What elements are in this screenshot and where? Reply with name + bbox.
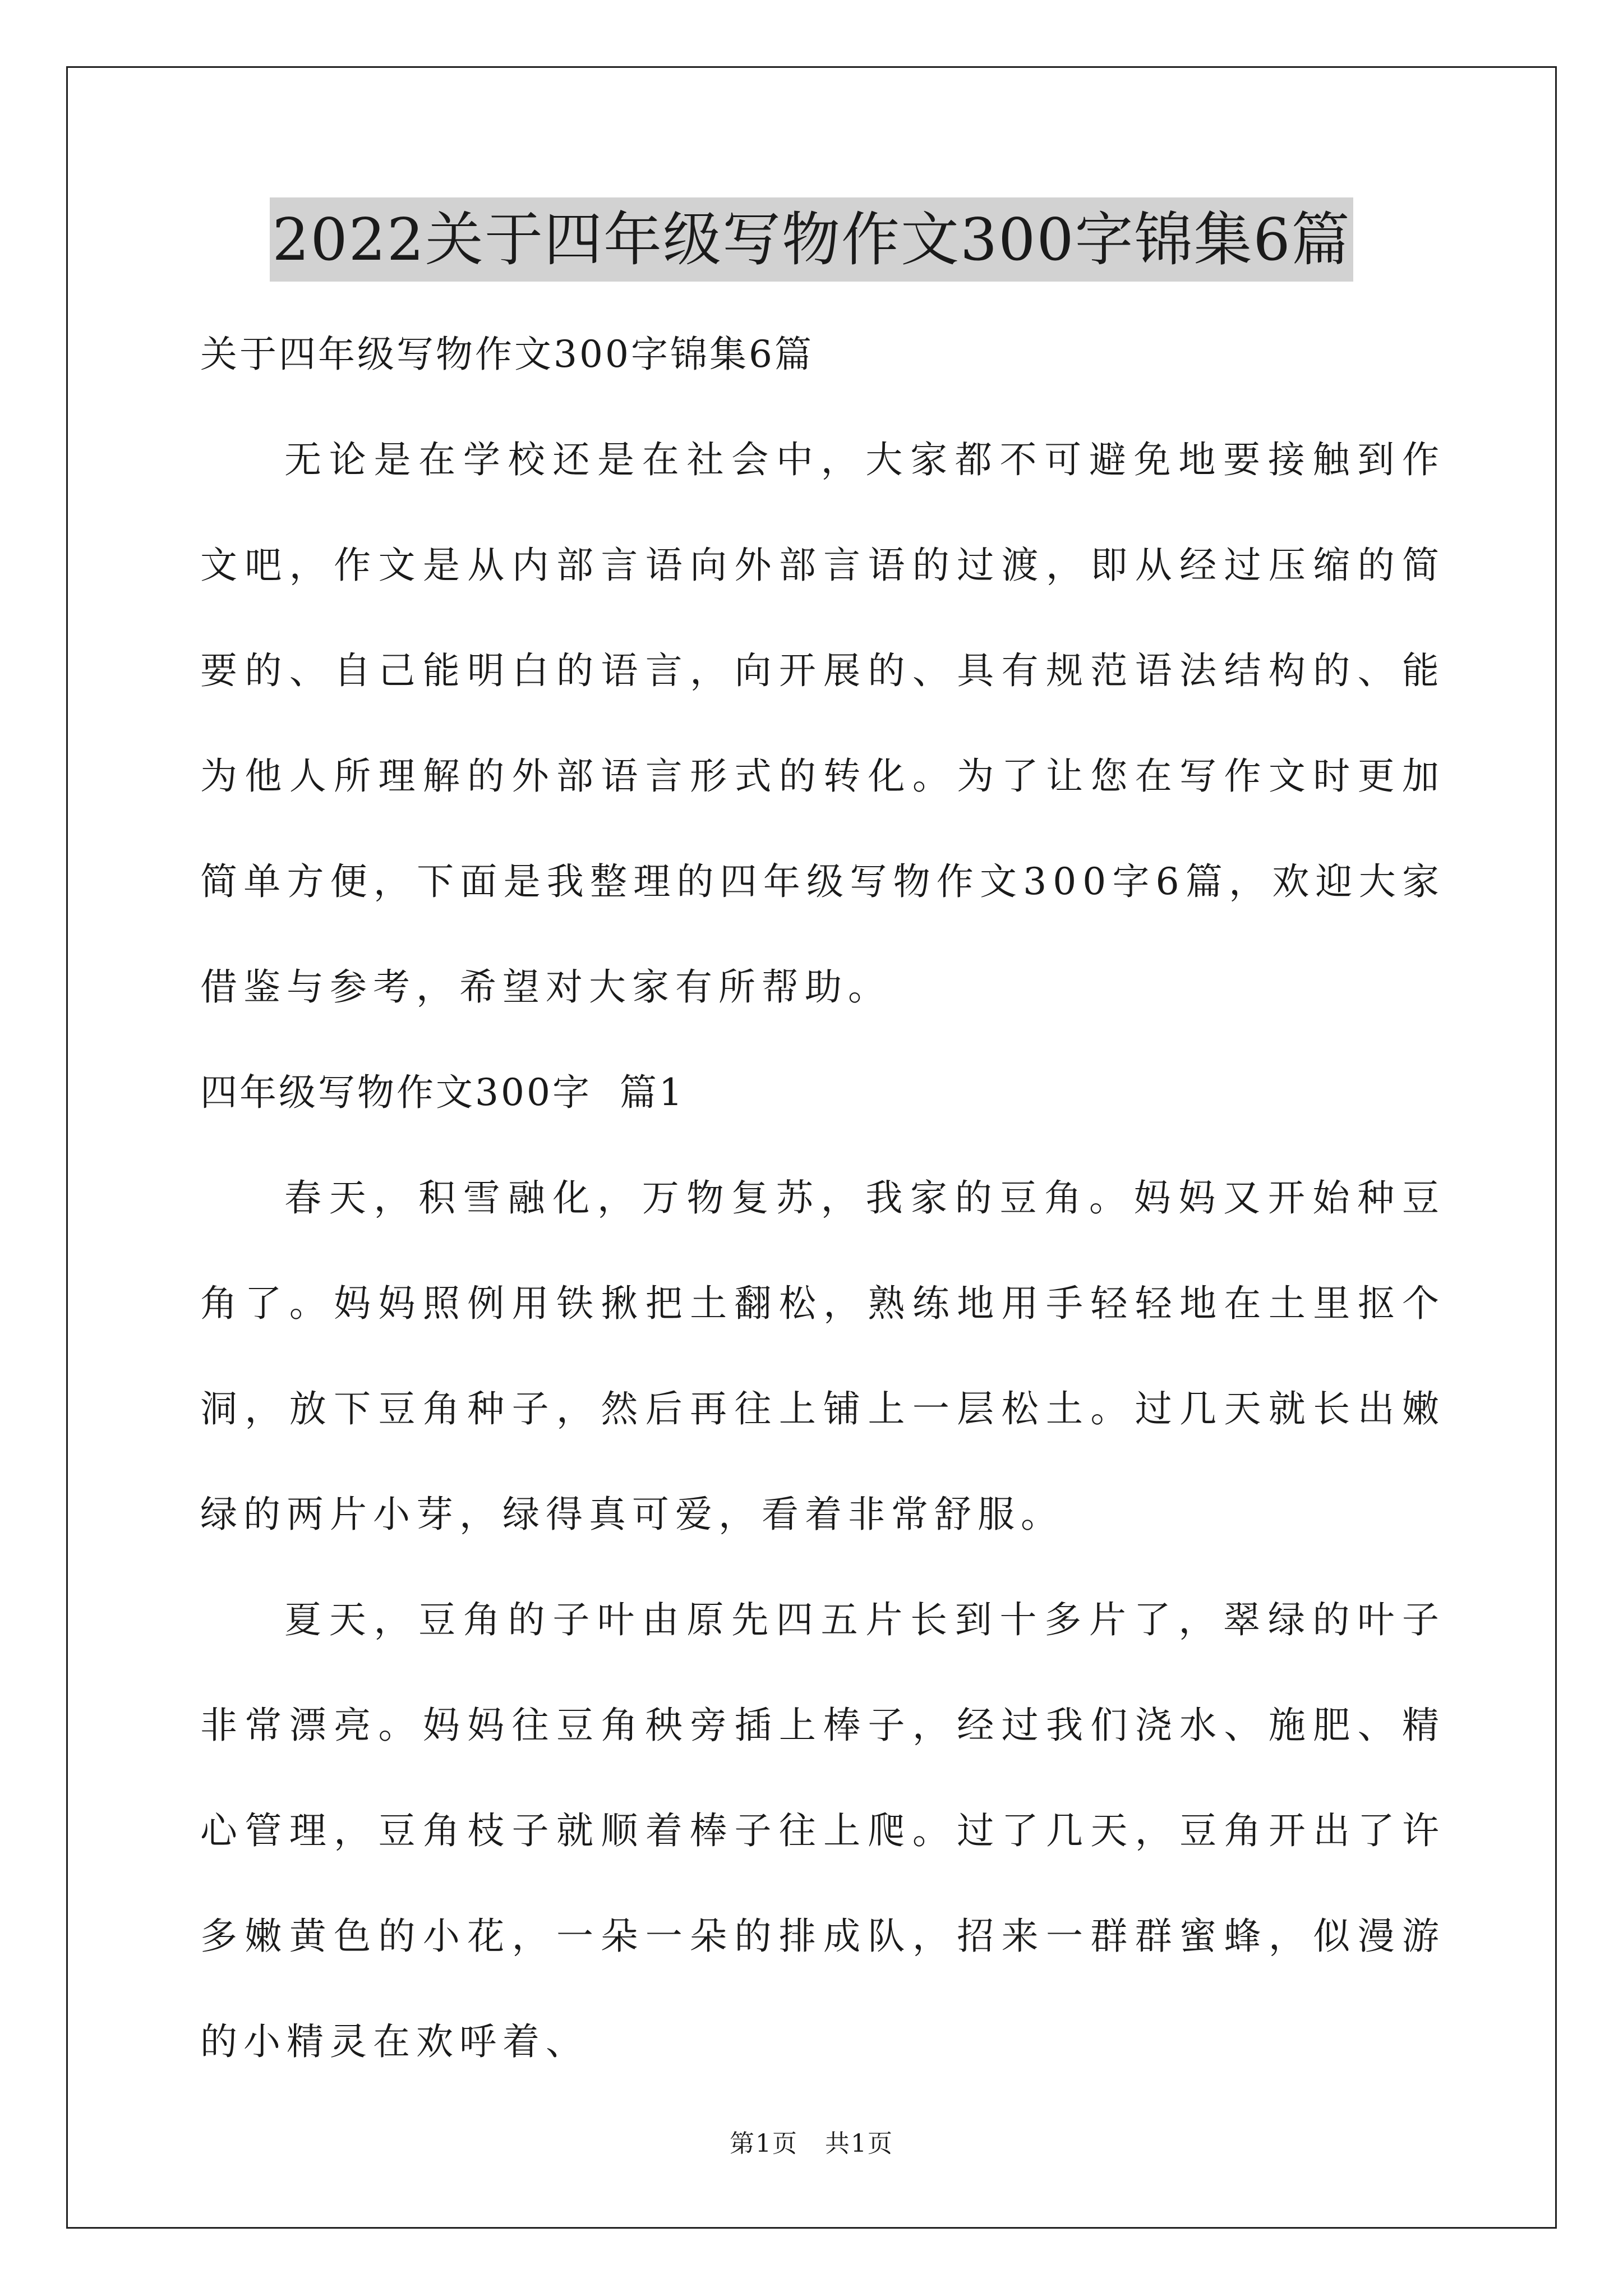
document-title-text: 2022关于四年级写物作文300字锦集6篇 bbox=[270, 197, 1353, 282]
body-paragraph-spring: 春天，积雪融化，万物复苏，我家的豆角。妈妈又开始种豆角了。妈妈照例用铁揪把土翻松，熟练地用手轻轻地在土里抠个洞，放下豆角种子，然后再往上铺上一层松土。过几天就长出嫩绿的两片小芽，绿得真可爱，看着非常舒服。 bbox=[200, 1176, 1445, 1536]
body-paragraph-summer: 夏天，豆角的子叶由原先四五片长到十多片了，翠绿的叶子非常漂亮。妈妈往豆角秧旁插上棒子，经过我们浇水、施肥、精心管理，豆角枝子就顺着棒子往上爬。过了几天，豆角开出了许多嫩黄色的小花，一朵一朵的排成队，招来一群群蜜蜂，似漫游的小精灵在欢呼着、 bbox=[200, 1598, 1445, 2063]
section-heading: 四年级写物作文300字 篇1 bbox=[200, 1071, 685, 1114]
document-body bbox=[200, 302, 1445, 2095]
document-title bbox=[0, 197, 1623, 282]
intro-paragraph: 无论是在学校还是在社会中，大家都不可避免地要接触到作文吧，作文是从内部言语向外部言语的过渡，即从经过压缩的简要的、自己能明白的语言，向开展的、具有规范语法结构的、能为他人所理解的外部语言形式的转化。为了让您在写作文时更加简单方便，下面是我整理的四年级写物作文300字6篇，欢迎大家借鉴与参考，希望对大家有所帮助。 bbox=[200, 438, 1445, 1009]
document-subtitle: 关于四年级写物作文300字锦集6篇 bbox=[200, 333, 814, 376]
page-footer: 第1页 共1页 bbox=[730, 2129, 893, 2158]
